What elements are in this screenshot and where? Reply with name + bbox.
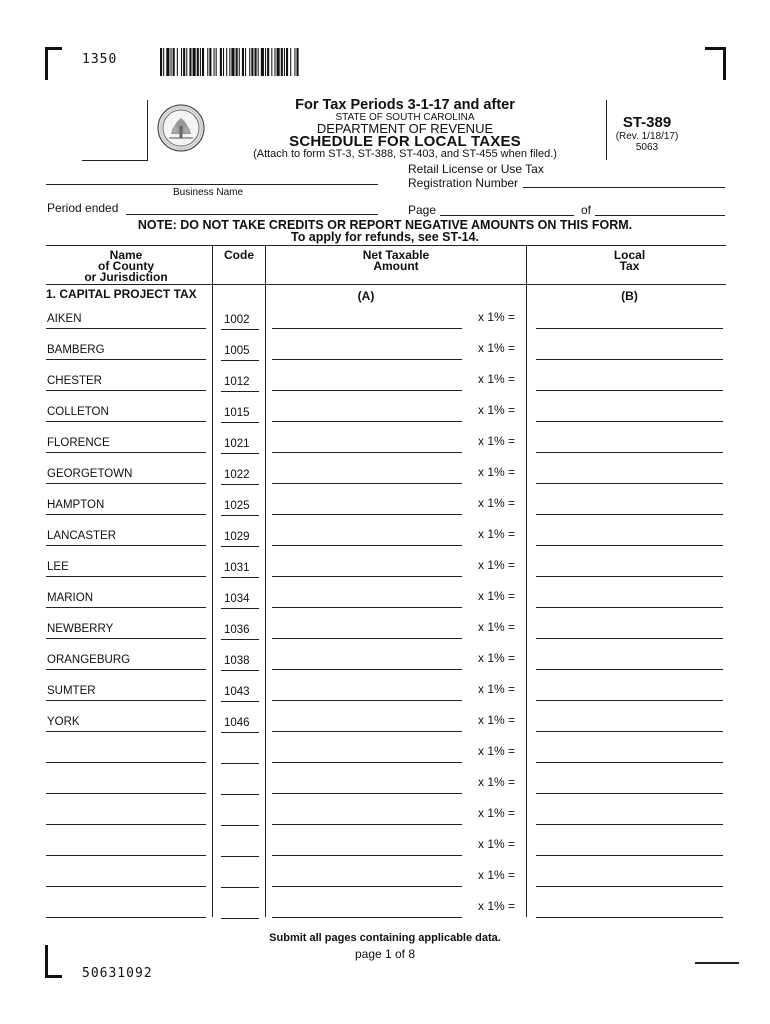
local-tax-field[interactable] [536,545,723,546]
barcode-bar [271,48,272,76]
net-taxable-amount-field[interactable] [272,483,462,484]
state-seal-icon [157,104,205,152]
local-tax-field[interactable] [536,576,723,577]
county-name-field[interactable] [46,328,206,329]
barcode-bar [189,48,191,76]
county-code: 1005 [224,345,250,357]
form-number-top: 1350 [82,52,118,67]
section-capital-project-tax: 1. CAPITAL PROJECT TAX [46,287,197,301]
heading-state: STATE OF SOUTH CAROLINA [335,112,475,123]
county-name-field[interactable] [46,762,206,763]
county-name-field[interactable] [46,793,206,794]
county-name-field[interactable] [46,514,206,515]
corner-mark-top-right [705,47,726,80]
local-tax-field[interactable] [536,452,723,453]
barcode-bar [242,48,244,76]
county-name: GEORGETOWN [47,468,133,480]
multiplier-label: x 1% = [478,682,516,696]
heading-department: DEPARTMENT OF REVENUE [316,121,494,136]
county-code-field[interactable] [221,515,259,516]
barcode [160,48,382,76]
note-line-1: NOTE: DO NOT TAKE CREDITS OR REPORT NEGATIVE AMOUNTS ON THIS FORM. [137,218,633,232]
county-code-field[interactable] [221,701,259,702]
barcode-bar [193,48,196,76]
county-name-field[interactable] [46,917,206,918]
county-code-field[interactable] [221,577,259,578]
county-code-field[interactable] [221,391,259,392]
barcode-bar [181,48,182,76]
barcode-bar [229,48,230,76]
form-code: ST-389 [622,114,672,131]
county-name-field[interactable] [46,886,206,887]
net-taxable-amount-field[interactable] [272,638,462,639]
local-tax-field[interactable] [536,328,723,329]
net-taxable-amount-field[interactable] [272,359,462,360]
barcode-bar [249,48,250,76]
barcode-bar [236,48,238,76]
multiplier-label: x 1% = [478,372,516,386]
county-code-field[interactable] [221,670,259,671]
retail-license-label-2: Registration Number [408,176,519,190]
county-name: CHESTER [47,375,102,387]
county-code: 1031 [224,562,250,574]
barcode-bar [186,48,187,76]
county-code-field[interactable] [221,856,259,857]
barcode-bar [267,48,269,76]
heading-periods: For Tax Periods 3-1-17 and after [295,97,515,113]
barcode-bar [166,48,169,76]
net-taxable-amount-field[interactable] [272,607,462,608]
col-divider-net [265,245,266,917]
county-name-field[interactable] [46,576,206,577]
table-top-rule [46,245,726,246]
county-code-field[interactable] [221,546,259,547]
multiplier-label: x 1% = [478,744,516,758]
barcode-bar [171,48,172,76]
county-code: 1025 [224,500,250,512]
county-name-field[interactable] [46,700,206,701]
county-name: AIKEN [47,313,82,325]
local-tax-field[interactable] [536,700,723,701]
note-line-2: To apply for refunds, see ST-14. [290,230,479,244]
barcode-bar [223,48,224,76]
barcode-bar [160,48,162,76]
barcode-bar [294,48,295,76]
net-taxable-amount-field[interactable] [272,855,462,856]
net-taxable-amount-field[interactable] [272,700,462,701]
county-code: 1012 [224,376,250,388]
heading-title: SCHEDULE FOR LOCAL TAXES [289,133,521,150]
multiplier-label: x 1% = [478,899,516,913]
county-name-field[interactable] [46,421,206,422]
county-code: 1046 [224,717,250,729]
county-name: LANCASTER [47,530,117,542]
heading-attach: (Attach to form ST-3, ST-388, ST-403, and ST-455 when filed.) [253,148,557,160]
net-taxable-amount-field[interactable] [272,576,462,577]
multiplier-label: x 1% = [478,527,516,541]
corner-mark-bottom-right [695,962,739,964]
footer-page-indicator: page 1 of 8 [354,947,416,961]
net-taxable-amount-field[interactable] [272,824,462,825]
local-tax-field[interactable] [536,793,723,794]
county-code: 1022 [224,469,250,481]
col-name-header-3: or Jurisdiction [84,270,168,284]
county-code-field[interactable] [221,732,259,733]
county-name: HAMPTON [47,499,105,511]
county-name-field[interactable] [46,669,206,670]
county-name-field[interactable] [46,824,206,825]
corner-mark-top-left [45,47,62,80]
county-code-field[interactable] [221,484,259,485]
col-divider-code [212,245,213,917]
county-code-field[interactable] [221,608,259,609]
barcode-bar [207,48,208,76]
local-tax-field[interactable] [536,855,723,856]
barcode-bar [197,48,199,76]
net-taxable-amount-field[interactable] [272,762,462,763]
col-net-header-1: Net Taxable [362,248,430,262]
local-tax-field[interactable] [536,638,723,639]
barcode-bar [231,48,234,76]
local-tax-field[interactable] [536,483,723,484]
multiplier-label: x 1% = [478,465,516,479]
local-tax-field[interactable] [536,514,723,515]
barcode-bar [265,48,266,76]
county-code-field[interactable] [221,763,259,764]
county-name-field[interactable] [46,359,206,360]
multiplier-label: x 1% = [478,837,516,851]
county-code-field[interactable] [221,794,259,795]
local-tax-field[interactable] [536,669,723,670]
multiplier-label: x 1% = [478,496,516,510]
barcode-bar [290,48,291,76]
period-ended-field[interactable] [126,214,378,215]
multiplier-label: x 1% = [478,589,516,603]
barcode-bar [214,48,215,76]
county-code-field[interactable] [221,453,259,454]
net-taxable-amount-field[interactable] [272,421,462,422]
county-code-field[interactable] [221,887,259,888]
local-tax-field[interactable] [536,607,723,608]
retail-license-label-1: Retail License or Use Tax [408,162,544,176]
col-code-header: Code [224,248,254,262]
county-name-field[interactable] [46,607,206,608]
net-taxable-amount-field[interactable] [272,328,462,329]
col-a-label: (A) [357,289,375,303]
form-number-bottom: 50631092 [82,966,153,981]
col-b-label: (B) [621,289,638,303]
table-header-rule [46,284,726,285]
barcode-bar [245,48,246,76]
net-taxable-amount-field[interactable] [272,452,462,453]
county-name: BAMBERG [47,344,105,356]
barcode-bar [183,48,185,76]
col-local-header-1: Local [613,248,646,262]
col-net-header-2: Amount [373,259,419,273]
multiplier-label: x 1% = [478,434,516,448]
multiplier-label: x 1% = [478,620,516,634]
business-name-field[interactable] [46,184,378,185]
multiplier-label: x 1% = [478,341,516,355]
multiplier-label: x 1% = [478,868,516,882]
net-taxable-amount-field[interactable] [272,514,462,515]
county-name: LEE [47,561,69,573]
net-taxable-amount-field[interactable] [272,390,462,391]
county-name: MARION [47,592,93,604]
local-tax-field[interactable] [536,421,723,422]
county-code: 1002 [224,314,250,326]
retail-license-field[interactable] [523,187,725,188]
barcode-bar [200,48,201,76]
multiplier-label: x 1% = [478,558,516,572]
col-name-header-1: Name [109,248,143,262]
form-internal-number: 5063 [635,142,659,153]
local-tax-field[interactable] [536,359,723,360]
county-name-field[interactable] [46,638,206,639]
county-name: YORK [47,716,80,728]
multiplier-label: x 1% = [478,403,516,417]
net-taxable-amount-field[interactable] [272,886,462,887]
page-total-field[interactable] [595,215,725,216]
county-code-field[interactable] [221,422,259,423]
barcode-bar [277,48,280,76]
barcode-bar [226,48,227,76]
header-left-divider [147,100,148,160]
page-number-field[interactable] [440,215,574,216]
barcode-bar [209,48,211,76]
county-code-field[interactable] [221,639,259,640]
col-name-header-2: of County [98,259,154,273]
county-name-field[interactable] [46,731,206,732]
county-code-field[interactable] [221,825,259,826]
barcode-bar [261,48,264,76]
page-of-label: of [581,203,592,217]
county-name: ORANGEBURG [47,654,131,666]
barcode-bar [220,48,222,76]
barcode-bar [177,48,178,76]
barcode-bar [239,48,240,76]
barcode-bar [216,48,217,76]
page-label: Page [408,203,437,217]
multiplier-label: x 1% = [478,775,516,789]
county-name: SUMTER [47,685,96,697]
county-code: 1043 [224,686,250,698]
county-name-field[interactable] [46,452,206,453]
net-taxable-amount-field[interactable] [272,545,462,546]
corner-mark-bottom-left [45,945,62,978]
county-code: 1034 [224,593,250,605]
county-name-field[interactable] [46,855,206,856]
county-name-field[interactable] [46,545,206,546]
county-code-field[interactable] [221,360,259,361]
net-taxable-amount-field[interactable] [272,793,462,794]
barcode-bar [251,48,253,76]
barcode-bar [284,48,285,76]
multiplier-label: x 1% = [478,806,516,820]
local-tax-field[interactable] [536,886,723,887]
barcode-bar [286,48,288,76]
multiplier-label: x 1% = [478,310,516,324]
footer-submit-note: Submit all pages containing applicable data. [269,932,501,944]
barcode-bar [297,48,299,76]
barcode-bar [258,48,259,76]
barcode-bar [255,48,257,76]
county-name-field[interactable] [46,390,206,391]
barcode-bar [163,48,164,76]
form-revision: (Rev. 1/18/17) [615,131,679,142]
county-code: 1015 [224,407,250,419]
net-taxable-amount-field[interactable] [272,731,462,732]
local-tax-field[interactable] [536,731,723,732]
multiplier-label: x 1% = [478,713,516,727]
business-name-label: Business Name [173,187,244,198]
county-code: 1036 [224,624,250,636]
multiplier-label: x 1% = [478,651,516,665]
county-code-field[interactable] [221,329,259,330]
barcode-bar [281,48,283,76]
header-bottom-rule [82,160,148,161]
county-name: NEWBERRY [47,623,114,635]
barcode-bar [202,48,204,76]
county-name: FLORENCE [47,437,110,449]
net-taxable-amount-field[interactable] [272,917,462,918]
county-name: COLLETON [47,406,109,418]
local-tax-field[interactable] [536,390,723,391]
county-code: 1038 [224,655,250,667]
county-code: 1029 [224,531,250,543]
local-tax-field[interactable] [536,762,723,763]
local-tax-field[interactable] [536,917,723,918]
county-code-field[interactable] [221,918,259,919]
col-divider-local [526,245,527,917]
net-taxable-amount-field[interactable] [272,669,462,670]
local-tax-field[interactable] [536,824,723,825]
col-local-header-2: Tax [619,259,640,273]
barcode-bar [274,48,275,76]
period-ended-label: Period ended [47,201,119,215]
county-code: 1021 [224,438,250,450]
barcode-bar [173,48,175,76]
county-name-field[interactable] [46,483,206,484]
